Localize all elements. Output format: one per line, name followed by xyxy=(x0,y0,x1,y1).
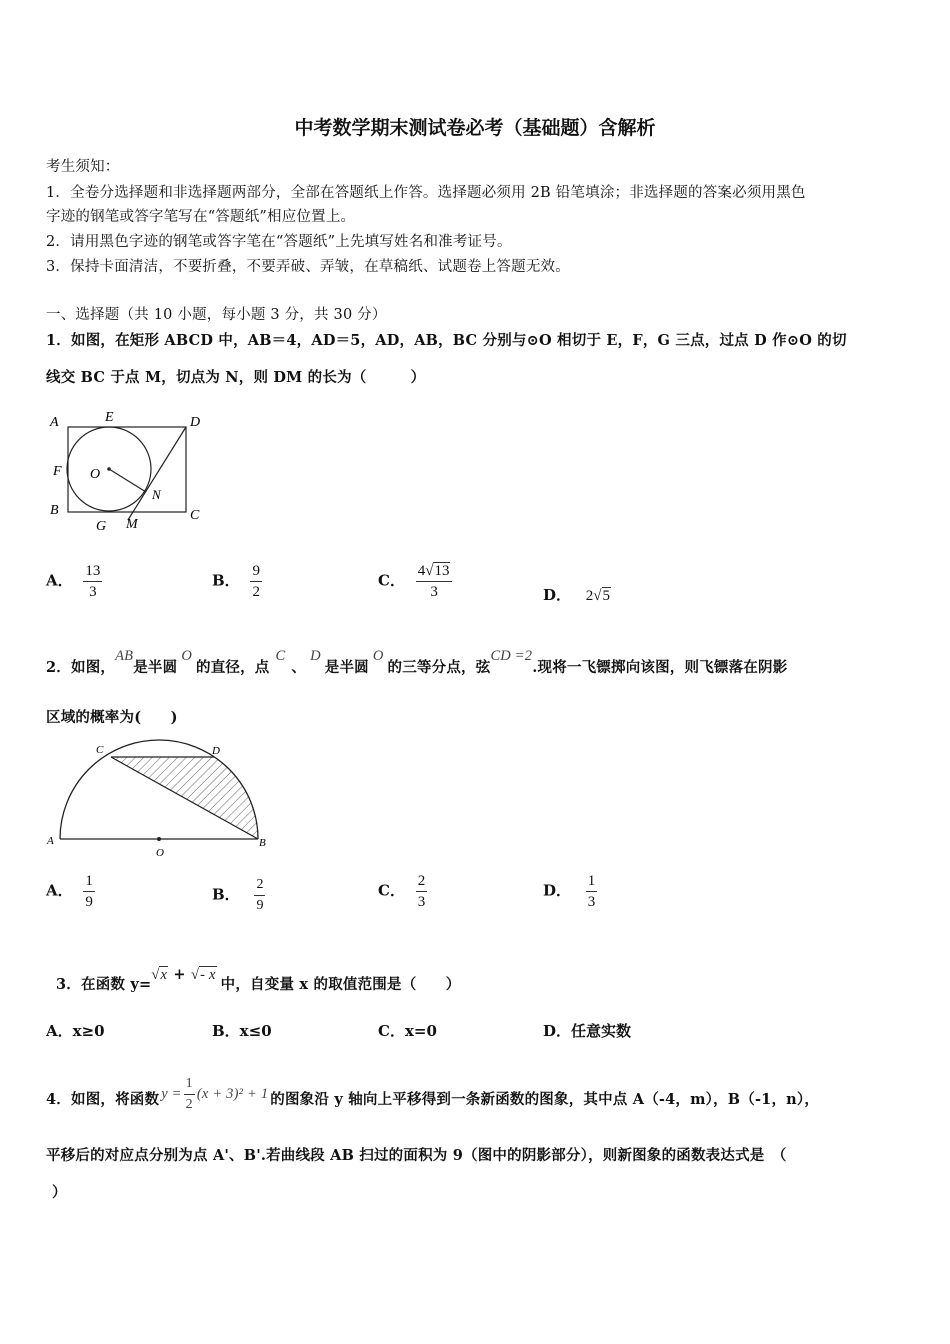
q1-option-b[interactable] xyxy=(212,562,262,601)
q2-option-b[interactable] xyxy=(212,876,265,915)
numerator: 1 xyxy=(184,1075,195,1095)
q1-option-a[interactable] xyxy=(46,562,102,601)
q4-text: 4．如图，将函数 xyxy=(46,1091,160,1108)
radicand: x xyxy=(160,967,168,983)
center-o-dot xyxy=(157,837,161,841)
q1-option-a-label: A． xyxy=(46,571,73,590)
section-heading: 一、选择题（共 10 小题，每小题 3 分，共 30 分） xyxy=(46,307,387,323)
label-d: D xyxy=(190,415,201,430)
page-title: 中考数学期末测试卷必考（基础题）含解析 xyxy=(294,117,656,139)
q2-option-d[interactable] xyxy=(543,872,597,911)
q2-option-c[interactable] xyxy=(378,872,427,911)
label-o: O xyxy=(90,467,101,482)
q2-text: 2．如图， xyxy=(46,659,116,676)
numerator: 9 xyxy=(250,562,262,582)
q3-radical-1: √x xyxy=(151,967,168,983)
q1-option-d-value: 2√5 xyxy=(585,588,611,604)
q2-option-a-label: A． xyxy=(46,881,73,900)
q1-option-c-fraction xyxy=(416,562,453,601)
numerator: 2 xyxy=(416,872,428,892)
function-rest: (x + 3)² + 1 xyxy=(196,1086,269,1102)
label-f: F xyxy=(53,464,62,479)
denominator: 3 xyxy=(430,584,438,600)
denominator: 3 xyxy=(587,894,596,910)
denominator: 9 xyxy=(85,894,93,910)
q1-option-c-label: C． xyxy=(378,571,405,590)
q1-line-2: 线交 BC 于点 M，切点为 N，则 DM 的长为（ ） xyxy=(46,369,426,386)
q1-line-1: 1．如图，在矩形 ABCD 中，AB＝4，AD＝5，AD，AB，BC 分别与⊙O 相切于 E，F，G 三点，过点 D 作⊙O 的切 xyxy=(46,332,847,349)
q2-math-o: O xyxy=(372,648,384,664)
q1-option-b-label: B． xyxy=(212,571,240,590)
q2-line-1 xyxy=(46,648,788,677)
numerator: 2 xyxy=(254,876,265,896)
label-a: A xyxy=(50,415,59,430)
function-fraction xyxy=(184,1075,195,1114)
rectangle-abcd xyxy=(68,427,186,512)
radicand: - x xyxy=(200,967,216,983)
q1-option-d-label: D． xyxy=(543,586,572,604)
q3-plus: + xyxy=(173,966,186,983)
q3-line xyxy=(56,966,461,994)
label-e: E xyxy=(105,410,114,425)
denominator: 2 xyxy=(185,1097,193,1112)
function-y: y = xyxy=(161,1086,182,1102)
q2-option-a[interactable] xyxy=(46,872,95,911)
label-c: C xyxy=(96,744,104,756)
q3-option-d[interactable]: D．任意实数 xyxy=(543,1022,632,1040)
q2-text: 是半圆 xyxy=(324,659,369,676)
q2-text: 、 xyxy=(291,659,307,676)
numerator: 1 xyxy=(586,872,598,892)
q3-text: 3．在函数 y= xyxy=(56,976,152,993)
q4-function xyxy=(161,1075,268,1114)
denominator: 9 xyxy=(256,898,264,913)
label-n: N xyxy=(152,487,161,502)
q2-text: 的直径，点 xyxy=(196,659,270,676)
tangent-dm xyxy=(128,427,186,520)
label-a: A xyxy=(47,835,54,847)
q2-option-a-fraction xyxy=(83,872,95,911)
q2-figure xyxy=(44,738,274,860)
notice-item-2: 2．请用黑色字迹的钢笔或答字笔在“答题纸”上先填写姓名和准考证号。 xyxy=(46,234,512,250)
q2-option-d-label: D． xyxy=(543,881,572,900)
numerator: 1 xyxy=(83,872,95,892)
q1-option-c[interactable] xyxy=(378,562,452,601)
q2-math-o: O xyxy=(181,648,192,664)
q4-line-1 xyxy=(46,1076,820,1120)
numerator: 4√13 xyxy=(416,562,453,582)
notice-item-3: 3．保持卡面清洁，不要折叠，不要弄破、弄皱，在草稿纸、试题卷上答题无效。 xyxy=(46,259,570,275)
q2-math-c: C xyxy=(275,648,286,664)
q3-radical-2: √- x xyxy=(190,967,216,983)
numerator: 13 xyxy=(83,562,102,582)
q2-math-d: D xyxy=(310,648,321,664)
q2-text: 的三等分点，弦 xyxy=(387,659,491,676)
q2-math-ab: AB xyxy=(115,648,134,664)
label-c: C xyxy=(190,508,200,523)
label-b: B xyxy=(259,837,266,849)
label-o: O xyxy=(156,847,164,859)
q2-option-b-label: B． xyxy=(212,885,240,904)
q1-figure xyxy=(44,408,214,538)
q4-line-2: 平移后的对应点分别为点 A'、B'.若曲线段 AB 扫过的面积为 9（图中的阴影部分），则新图象的函数表达式是 （ xyxy=(46,1147,787,1164)
label-m: M xyxy=(126,517,138,532)
notice-heading: 考生须知： xyxy=(46,159,120,175)
q4-text: 的图象沿 y 轴向上平移得到一条新函数的图象，其中点 A（-4，m），B（-1，n）， xyxy=(270,1091,820,1108)
label-g: G xyxy=(96,519,107,534)
denominator: 3 xyxy=(417,894,426,910)
q2-option-d-fraction xyxy=(586,872,598,911)
q3-text: 中，自变量 x 的取值范围是（ ） xyxy=(220,976,461,993)
label-b: B xyxy=(50,503,59,518)
q2-text: 是半圆 xyxy=(133,659,178,676)
denominator: 3 xyxy=(89,584,97,600)
label-d: D xyxy=(212,745,220,757)
q1-option-a-fraction xyxy=(83,562,102,601)
q4-line-3: ） xyxy=(52,1184,67,1201)
q1-option-d[interactable] xyxy=(543,584,611,605)
coefficient: 2 xyxy=(585,588,594,604)
q2-option-c-fraction xyxy=(416,872,428,911)
radicand: 13 xyxy=(434,563,450,579)
q3-option-c[interactable]: C．x=0 xyxy=(378,1022,437,1040)
notice-item-1b: 字迹的钢笔或答字笔写在“答题纸”相应位置上。 xyxy=(46,209,356,225)
q2-text: .现将一飞镖掷向该图，则飞镖落在阴影 xyxy=(532,659,788,676)
q2-option-c-label: C． xyxy=(378,881,405,900)
radius-on xyxy=(109,469,146,492)
coefficient: 4 xyxy=(417,563,426,579)
denominator: 2 xyxy=(252,584,260,600)
q2-line-2: 区域的概率为( ) xyxy=(46,709,178,726)
q1-option-b-fraction xyxy=(250,562,262,601)
notice-item-1a: 1．全卷分选择题和非选择题两部分，全部在答题纸上作答。选择题必须用 2B 铅笔填涂；非选择题的答案必须用黑色 xyxy=(46,185,806,201)
q3-option-a[interactable]: A．x≥0 xyxy=(46,1022,105,1040)
radicand: 5 xyxy=(602,588,611,604)
q3-option-b[interactable]: B．x≤0 xyxy=(212,1022,272,1040)
q2-math-cd: CD =2 xyxy=(490,648,533,664)
q2-option-b-fraction xyxy=(254,876,265,915)
